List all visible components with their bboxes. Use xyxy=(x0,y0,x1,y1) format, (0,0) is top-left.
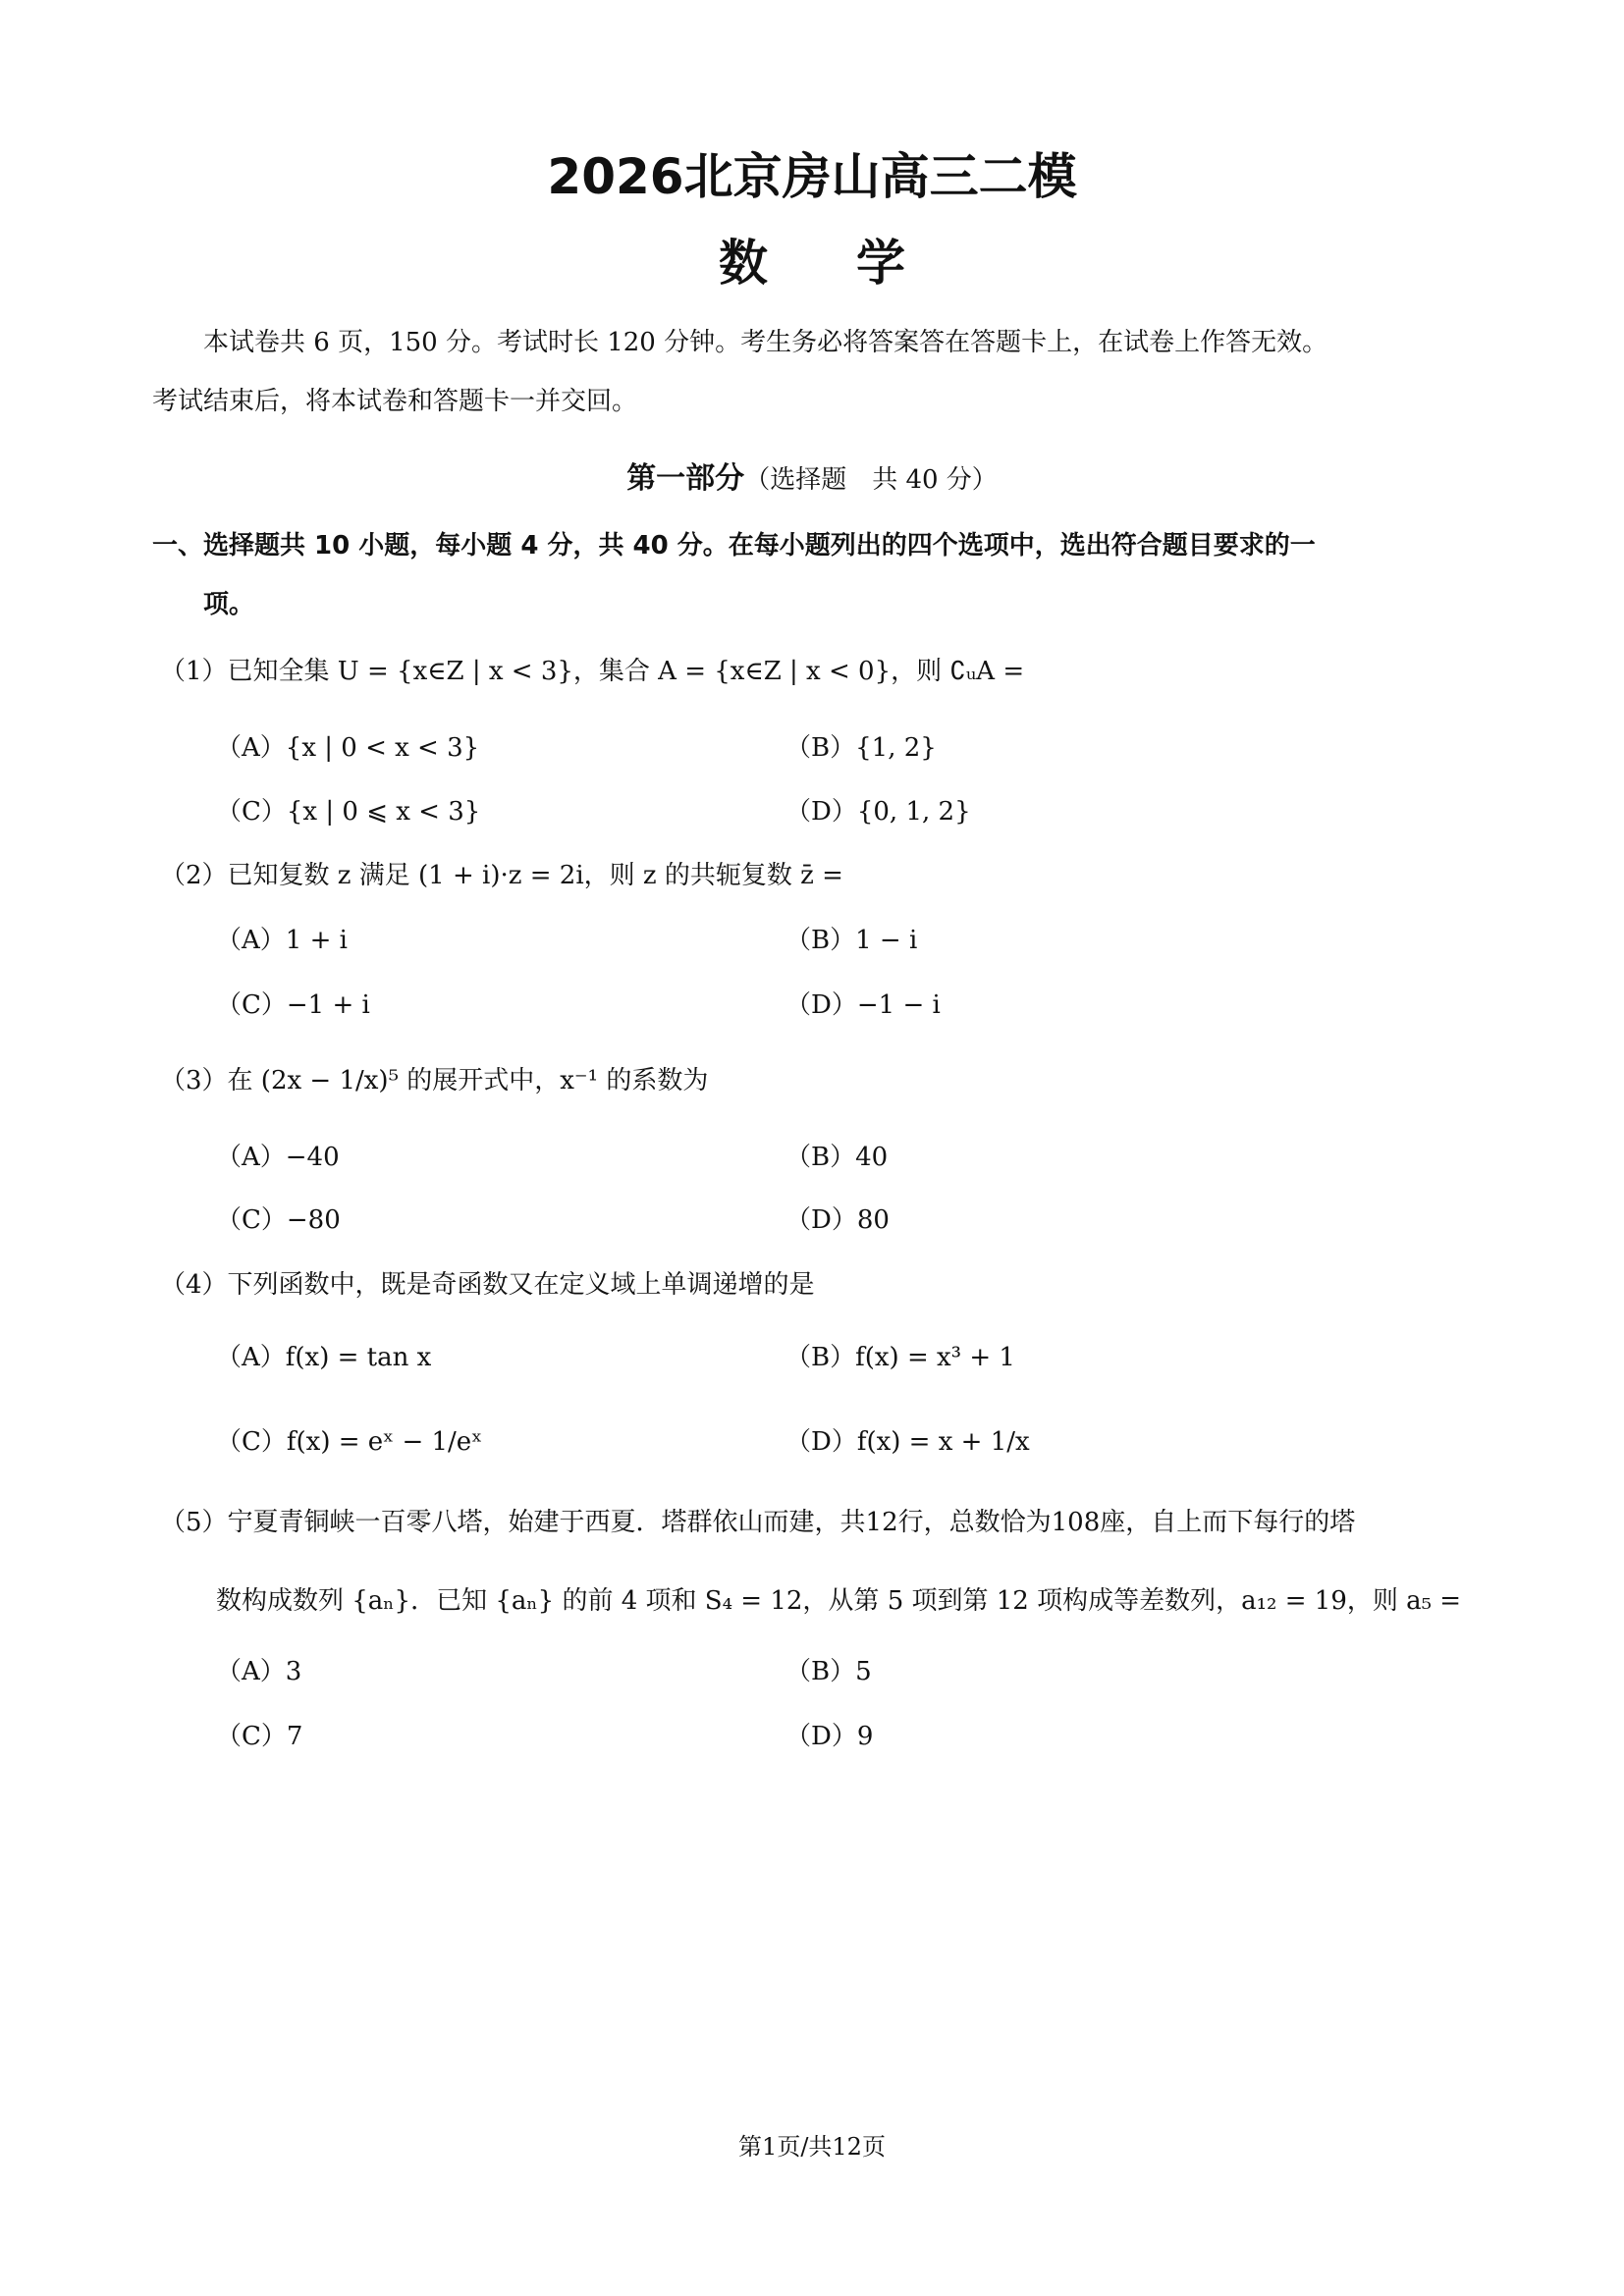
section-instruction-line-2: 项。 xyxy=(203,590,255,619)
question-5-option-d: （D）9 xyxy=(785,1722,874,1751)
question-5-option-c: （C）7 xyxy=(216,1722,303,1751)
question-3-stem: （3）在 (2x − 1/x)⁵ 的展开式中，x⁻¹ 的系数为 xyxy=(160,1066,709,1095)
question-1-option-b: （B）{1, 2} xyxy=(785,733,937,763)
question-4-option-b: （B）f(x) = x³ + 1 xyxy=(785,1343,1015,1372)
question-1-option-a: （A）{x | 0 < x < 3} xyxy=(216,733,480,763)
section-instruction-line-1: 一、选择题共 10 小题，每小题 4 分，共 40 分。在每小题列出的四个选项中，选出符合题目要求的一 xyxy=(152,531,1316,561)
question-1-option-c: （C）{x | 0 ⩽ x < 3} xyxy=(216,797,481,827)
question-5-stem-line-2: 数构成数列 {aₙ}．已知 {aₙ} 的前 4 项和 S₄ = 12，从第 5 项到第 12 项构成等差数列，a₁₂ = 19，则 a₅ = xyxy=(216,1586,1462,1616)
question-3-option-d: （D）80 xyxy=(785,1205,890,1235)
question-2-stem: （2）已知复数 z 满足 (1 + i)·z = 2i，则 z 的共轭复数 z̄ = xyxy=(160,861,843,890)
part-heading-sub: （选择题 共 40 分） xyxy=(744,465,998,495)
question-5-option-a: （A）3 xyxy=(216,1657,302,1686)
subject-title: 数学 xyxy=(719,235,994,292)
question-3-option-b: （B）40 xyxy=(785,1143,889,1172)
question-3-option-c: （C）−80 xyxy=(216,1205,341,1235)
question-4-option-c: （C）f(x) = eˣ − 1/eˣ xyxy=(216,1427,483,1457)
question-2-option-a: （A）1 + i xyxy=(216,926,348,955)
question-4-option-d: （D）f(x) = x + 1/x xyxy=(785,1427,1030,1457)
part-heading-title: 第一部分 xyxy=(626,461,745,496)
question-1-option-d: （D）{0, 1, 2} xyxy=(785,797,971,827)
intro-line-2: 考试结束后，将本试卷和答题卡一并交回。 xyxy=(152,387,638,416)
intro-line-1: 本试卷共 6 页，150 分。考试时长 120 分钟。考生务必将答案答在答题卡上，在试卷上作答无效。 xyxy=(203,328,1328,357)
question-3-option-a: （A）−40 xyxy=(216,1143,340,1172)
question-4-option-a: （A）f(x) = tan x xyxy=(216,1343,432,1372)
part-heading xyxy=(0,454,1624,497)
question-1-stem: （1）已知全集 U = {x∈Z | x < 3}，集合 A = {x∈Z | x < 0}，则 ∁ᵤA = xyxy=(160,657,1025,686)
page-number-footer: 第1页/共12页 xyxy=(738,2133,886,2161)
question-5-option-b: （B）5 xyxy=(785,1657,872,1686)
exam-title: 2026北京房山高三二模 xyxy=(547,148,1077,205)
question-2-option-b: （B）1 − i xyxy=(785,926,918,955)
question-4-stem: （4）下列函数中，既是奇函数又在定义域上单调递增的是 xyxy=(160,1270,815,1300)
question-5-stem-line-1: （5）宁夏青铜峡一百零八塔，始建于西夏．塔群依山而建，共12行，总数恰为108座，自上而下每行的塔 xyxy=(160,1508,1356,1537)
question-2-option-d: （D）−1 − i xyxy=(785,990,941,1020)
question-2-option-c: （C）−1 + i xyxy=(216,990,370,1020)
